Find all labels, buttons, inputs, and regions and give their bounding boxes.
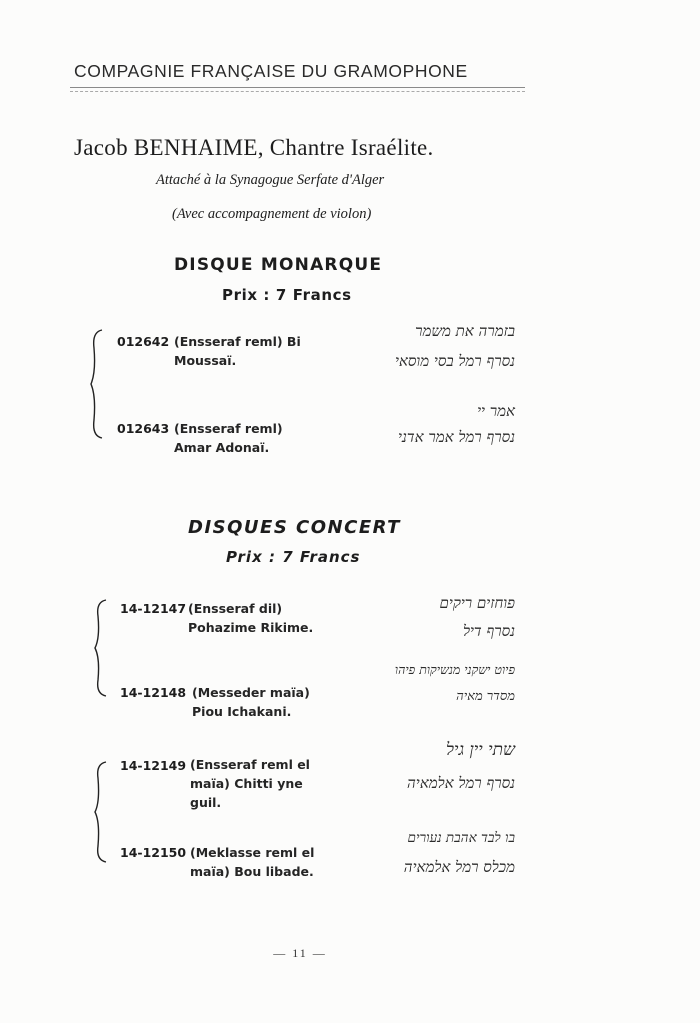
monarque-heading: DISQUE MONARQUE [174, 255, 383, 275]
hebrew-subtitle: נסרף רמל אלמאיה [407, 774, 515, 792]
record-title: (Messeder maïa) Piou Ichakani. [192, 685, 310, 719]
record-number: 14-12149 [120, 758, 187, 773]
concert-heading: DISQUES CONCERT [188, 517, 401, 538]
hebrew-title: שתי יין גיל [446, 740, 515, 760]
monarque-brace [88, 328, 108, 440]
header-rule [70, 87, 525, 88]
header-rule-dashed [70, 91, 525, 92]
hebrew-title: פוחזים ריקים [439, 594, 515, 612]
record-number: 012642 [117, 334, 170, 349]
record-number: 14-12150 [120, 845, 187, 860]
record-title: (Ensseraf dil) Pohazime Rikime. [188, 601, 314, 635]
hebrew-title: בו לבד אהבת נעורים [407, 830, 515, 846]
hebrew-title: פיוט ישקני מנשיקות פיהו [394, 662, 515, 677]
hebrew-subtitle: נסרף רמל אמר אדני [398, 428, 515, 446]
artist-affiliation: Attaché à la Synagogue Serfate d'Alger [156, 172, 385, 188]
monarque-price: Prix : 7 Francs [222, 286, 352, 304]
hebrew-subtitle: מסדר מאיה [456, 689, 515, 704]
record-number: 14-12148 [120, 685, 187, 700]
hebrew-subtitle: נסרף דיל [462, 622, 515, 640]
concert-brace-2 [92, 760, 112, 864]
company-header: COMPAGNIE FRANÇAISE DU GRAMOPHONE [74, 61, 468, 81]
page-number: — 11 — [273, 946, 327, 960]
hebrew-title: אמר יי [477, 402, 515, 420]
record-title: (Ensseraf reml) Bi Moussaï. [174, 334, 301, 368]
hebrew-subtitle: נסרף רמל בסי מוסאי [394, 352, 515, 370]
record-title: (Ensseraf reml) Amar Adonaï. [174, 421, 283, 455]
record-number: 012643 [117, 421, 170, 436]
concert-brace-1 [92, 598, 112, 698]
record-number: 14-12147 [120, 601, 187, 616]
hebrew-subtitle: מכלס רמל אלמאיה [403, 858, 515, 876]
concert-price: Prix : 7 Francs [226, 548, 361, 566]
record-title: (Meklasse reml el maïa) Bou libade. [190, 845, 315, 879]
accompaniment-note: (Avec accompagnement de violon) [172, 206, 372, 222]
record-title: (Ensseraf reml el maïa) Chitti yne guil. [190, 757, 310, 810]
artist-name: Jacob BENHAIME, Chantre Israélite. [74, 135, 434, 160]
hebrew-title: בזמרה את משמר [415, 322, 515, 340]
